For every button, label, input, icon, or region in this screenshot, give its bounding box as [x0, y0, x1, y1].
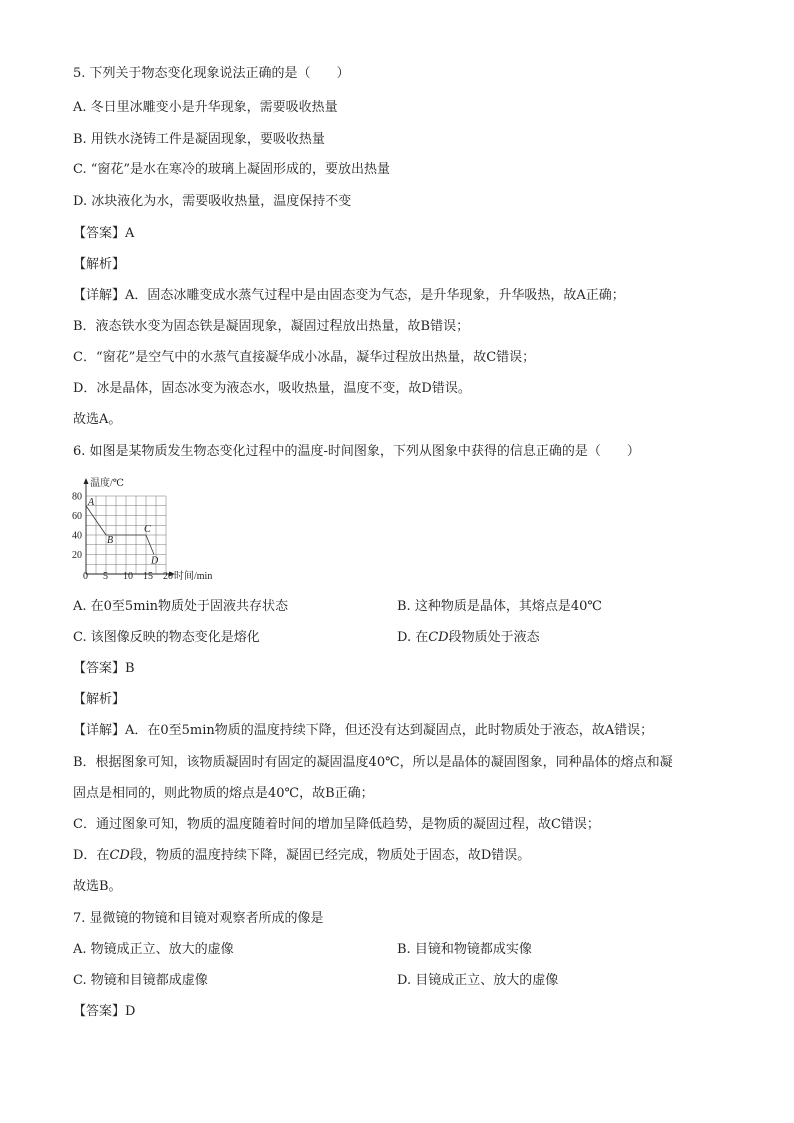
- q6-detail-5: D．在CD段，物质的温度持续下降，凝固已经完成，物质处于固态，故D错误。: [73, 848, 531, 863]
- x-tick-label: 0: [83, 571, 88, 582]
- q7-option-b: B. 目镜和物镜都成实像: [397, 942, 532, 957]
- q6-detail-3: 固点是相同的，则此物质的熔点是40℃，故B正确；: [73, 786, 374, 801]
- y-tick-label: 60: [72, 511, 82, 522]
- q6-option-d: D. 在CD段物质处于液态: [397, 630, 540, 645]
- x-axis-label: 时间/min: [174, 571, 213, 582]
- x-tick-label: 15: [143, 571, 153, 582]
- q6-analysis-label: 【解析】: [73, 692, 126, 707]
- q7-option-d: D. 目镜成正立、放大的虚像: [397, 973, 559, 988]
- y-axis-label: 温度/℃: [90, 478, 124, 489]
- x-tick-labels: [83, 571, 173, 582]
- x-tick-label: 5: [103, 571, 108, 582]
- q6-detail-2: B．根据图象可知，该物质凝固时有固定的凝固温度40℃，所以是晶体的凝固图象，同种晶体的熔点和凝: [73, 755, 673, 770]
- q6-detail-4: C．通过图象可知，物质的温度随着时间的增加呈降低趋势，是物质的凝固过程，故C错误；: [73, 817, 600, 832]
- point-label: D: [151, 555, 159, 567]
- y-tick-label: 80: [72, 491, 82, 503]
- temperature-time-graph: [70, 474, 230, 586]
- q5-option-a: A. 冬日里冰雕变小是升华现象，需要吸收热量: [73, 100, 338, 115]
- q6-detail-1: 【详解】A．在0至5min物质的温度持续下降，但还没有达到凝固点，此时物质处于液态，故A错误；: [73, 723, 654, 738]
- q5-analysis-label: 【解析】: [73, 257, 126, 272]
- q5-stem: 5. 下列关于物态变化现象说法正确的是（ ）: [73, 66, 350, 81]
- q5-detail-2: B．液态铁水变为固态铁是凝固现象，凝固过程放出热量，故B错误；: [73, 319, 470, 334]
- y-axis-arrow: [84, 478, 89, 484]
- point-label: C: [144, 524, 151, 535]
- y-tick-label: 20: [72, 550, 82, 561]
- q7-stem: 7. 显微镜的物镜和目镜对观察者所成的像是: [73, 911, 324, 926]
- graph-axes: [84, 478, 176, 577]
- y-tick-labels: [72, 492, 82, 562]
- q6-option-b: B. 这种物质是晶体，其熔点是40℃: [397, 599, 602, 614]
- q6-conclusion: 故选B。: [73, 879, 122, 894]
- y-tick-label: 40: [72, 530, 82, 542]
- x-tick-label: 10: [123, 571, 133, 582]
- q5-option-c: C. “窗花”是水在寒冷的玻璃上凝固形成的，要放出热量: [73, 162, 391, 177]
- q6-stem: 6. 如图是某物质发生物态变化过程中的温度-时间图象，下列从图象中获得的信息正确的是（ ）: [73, 444, 640, 459]
- q7-option-a: A. 物镜成正立、放大的虚像: [73, 942, 234, 957]
- q6-option-a: A. 在0至5min物质处于固液共存状态: [73, 599, 289, 614]
- q7-answer: 【答案】D: [73, 1004, 136, 1019]
- q5-option-d: D. 冰块液化为水，需要吸收热量，温度保持不变: [73, 194, 352, 209]
- point-label: B: [107, 535, 114, 546]
- x-tick-label: 20: [163, 571, 173, 582]
- q5-option-b: B. 用铁水浇铸工件是凝固现象，要吸收热量: [73, 132, 325, 147]
- q6-option-c: C. 该图像反映的物态变化是熔化: [73, 630, 260, 645]
- q5-detail-4: D．冰是晶体，固态冰变为液态水，吸收热量，温度不变，故D错误。: [73, 381, 471, 396]
- q7-option-c: C. 物镜和目镜都成虚像: [73, 973, 208, 988]
- q5-conclusion: 故选A。: [73, 412, 122, 427]
- q6-answer: 【答案】B: [73, 661, 135, 676]
- q5-detail-3: C．“窗花”是空气中的水蒸气直接凝华成小冰晶，凝华过程放出热量，故C错误；: [73, 350, 536, 365]
- point-labels: [87, 497, 159, 567]
- q5-detail-1: 【详解】A．固态冰雕变成水蒸气过程中是由固态变为气态，是升华现象，升华吸热，故A正确；: [73, 288, 625, 303]
- point-label: A: [88, 496, 95, 508]
- q5-answer: 【答案】A: [73, 226, 135, 241]
